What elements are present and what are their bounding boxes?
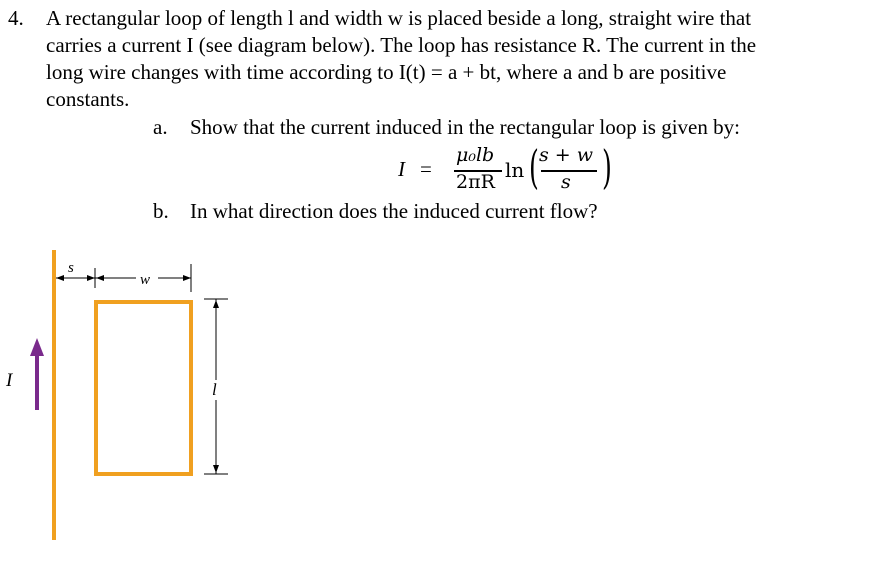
s-arrow-right-icon bbox=[87, 275, 95, 281]
formula-paren-numerator: s + w bbox=[539, 144, 594, 166]
part-a-text: Show that the current induced in the rectangular loop is given by: bbox=[190, 115, 740, 139]
part-b-text: In what direction does the induced current flow? bbox=[190, 199, 598, 223]
formula-denominator: 2πR bbox=[456, 171, 495, 193]
formula-paren-left: ( bbox=[529, 140, 539, 194]
l-label: l bbox=[212, 380, 217, 399]
formula-numerator: μ₀lb bbox=[456, 144, 495, 166]
l-arrow-up-icon bbox=[213, 300, 219, 308]
problem-line-3: long wire changes with time according to I(t) = a + bt, where a and b are positive bbox=[46, 60, 727, 84]
formula-lhs: I bbox=[398, 157, 405, 181]
current-label: I bbox=[6, 370, 13, 391]
rectangular-loop bbox=[96, 302, 191, 474]
problem-line-4: constants. bbox=[46, 87, 130, 111]
problem-line-1: A rectangular loop of length l and width w is placed beside a long, straight wire that bbox=[46, 6, 752, 30]
long-wire bbox=[52, 250, 56, 540]
formula-equals: = bbox=[420, 157, 432, 181]
part-b-label: b. bbox=[153, 199, 169, 223]
problem-line-2: carries a current I (see diagram below). The loop has resistance R. The current in the bbox=[46, 33, 757, 57]
formula-ln: ln bbox=[505, 158, 525, 182]
s-arrow-left-icon bbox=[56, 275, 64, 281]
current-arrow-icon bbox=[30, 338, 44, 410]
question-number: 4. bbox=[8, 6, 24, 30]
w-arrow-right-icon bbox=[183, 275, 191, 281]
w-arrow-left-icon bbox=[96, 275, 104, 281]
formula-paren-right: ) bbox=[602, 140, 612, 194]
l-arrow-down-icon bbox=[213, 465, 219, 473]
formula-paren-denominator: s bbox=[561, 171, 571, 193]
part-a-label: a. bbox=[153, 115, 168, 139]
s-label: s bbox=[68, 260, 74, 276]
w-label: w bbox=[140, 272, 151, 288]
